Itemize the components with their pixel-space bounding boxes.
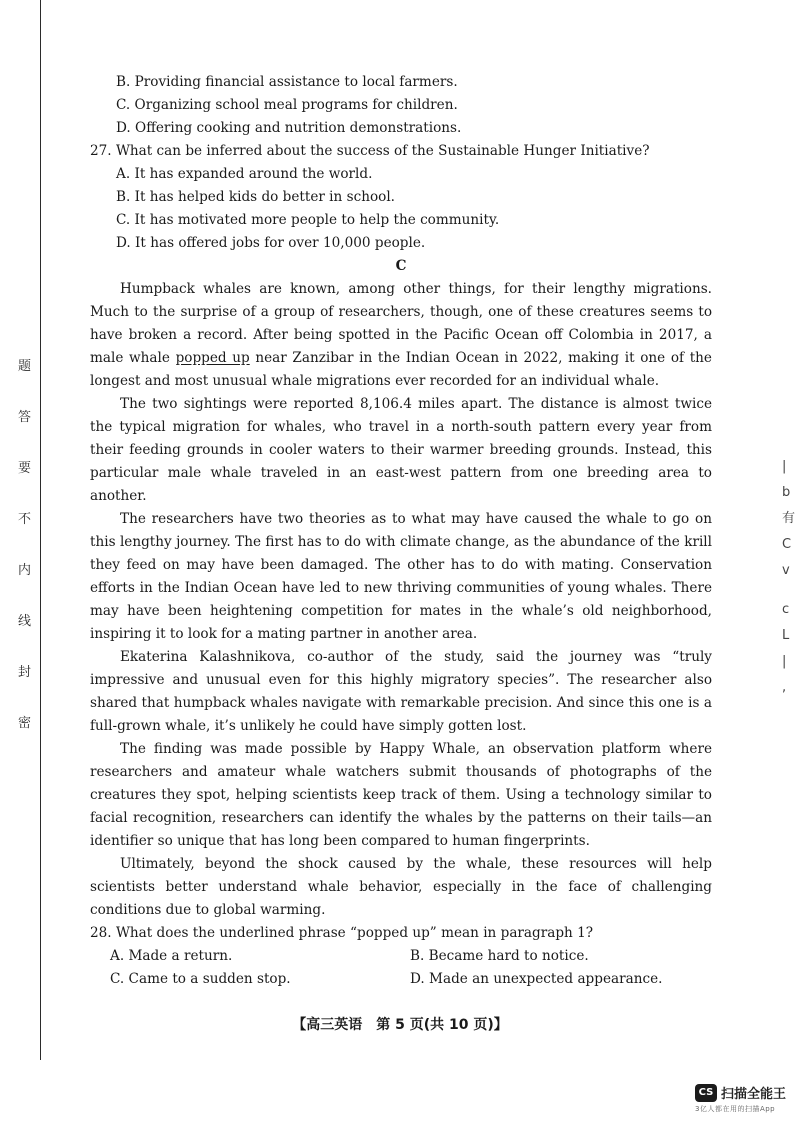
p1-text-before: Humpback whales are known, among other things, for their lengthy migrations. Much to the surprise of a group of researchers, though, one of these creatures seems to have broken a record. After being spotted in the Pacific Ocean off Colombia in 2017, a male whale bbox=[90, 281, 712, 366]
q28-option-a: A. Made a return. bbox=[110, 948, 233, 964]
q28-options-row-2 bbox=[90, 968, 712, 991]
passage-paragraph-6: Ultimately, beyond the shock caused by the whale, these resources will help scientists better understand whale behavior, especially in the face of challenging conditions due to global warming. bbox=[90, 856, 712, 918]
bleed-char: | bbox=[782, 459, 787, 474]
q28-options-row-1 bbox=[90, 945, 712, 968]
margin-char: 要 bbox=[18, 461, 32, 476]
scanner-tagline: 3亿人都在用的扫描App bbox=[694, 1105, 776, 1113]
bleed-char: | bbox=[782, 654, 787, 669]
q27-stem: 27. What can be inferred about the success of the Sustainable Hunger Initiative? bbox=[90, 143, 650, 159]
margin-char: 线 bbox=[18, 614, 32, 629]
section-c-label: C bbox=[395, 258, 407, 274]
page-content bbox=[90, 71, 712, 991]
margin-char: 题 bbox=[18, 359, 32, 374]
margin-char: 不 bbox=[18, 512, 32, 527]
binding-margin-notice bbox=[18, 360, 34, 730]
bleed-char: c bbox=[782, 602, 790, 617]
q28-stem: 28. What does the underlined phrase “popped up” mean in paragraph 1? bbox=[90, 925, 594, 941]
q26-option-b: B. Providing financial assistance to local farmers. bbox=[116, 74, 458, 90]
q26-option-c: C. Organizing school meal programs for children. bbox=[116, 97, 458, 113]
bleed-char: 有 bbox=[782, 511, 796, 526]
passage-paragraph-5: The finding was made possible by Happy Whale, an observation platform where researchers and amateur whale watchers submit thousands of photographs of the creatures they spot, helping scientists keep track of them. Using a technology similar to facial recognition, researchers can identify the whales by the patterns on their tails—an identifier so unique that has long been compared to human fingerprints. bbox=[90, 741, 712, 849]
q27-option-a: A. It has expanded around the world. bbox=[116, 166, 373, 182]
q28-option-b: B. Became hard to notice. bbox=[410, 948, 589, 964]
q27-option-c: C. It has motivated more people to help the community. bbox=[116, 212, 500, 228]
page-footer: 【高三英语 第 5 页(共 10 页)】 bbox=[292, 1017, 508, 1033]
scanner-watermark bbox=[695, 1083, 786, 1114]
underlined-phrase: popped up bbox=[175, 350, 250, 366]
q28-option-c: C. Came to a sudden stop. bbox=[110, 971, 291, 987]
margin-char: 密 bbox=[18, 716, 32, 731]
bleed-char: b bbox=[782, 485, 791, 500]
q27-option-b: B. It has helped kids do better in school. bbox=[116, 189, 395, 205]
bleed-char: C bbox=[782, 537, 792, 552]
binding-line bbox=[40, 0, 41, 1060]
margin-char: 答 bbox=[18, 410, 32, 425]
q26-option-d: D. Offering cooking and nutrition demonstrations. bbox=[116, 120, 462, 136]
passage-paragraph-4: Ekaterina Kalashnikova, co-author of the study, said the journey was “truly impressive and unusual even for this highly migratory species”. The researcher also shared that humpback whales navigate with remarkable precision. And since this one is a full-grown whale, it’s unlikely he could have simply gotten lost. bbox=[90, 649, 712, 734]
margin-char: 内 bbox=[18, 563, 32, 578]
q28-option-d: D. Made an unexpected appearance. bbox=[410, 971, 663, 987]
bleed-char: , bbox=[782, 680, 787, 695]
passage-paragraph-3: The researchers have two theories as to what may have caused the whale to go on this lengthy journey. The first has to do with climate change, as the abundance of the krill they feed on may have been damaged. The other has to do with mating. Conservation efforts in the Indian Ocean have led to new thriving communities of young whales. There may have been heightening competition for mates in the whale’s old neighborhood, inspiring it to look for a mating partner in another area. bbox=[90, 511, 712, 642]
p1-text-after: near Zanzibar in the Indian Ocean in 2022, making it one of the longest and most unusual whale migrations ever recorded for an individual whale. bbox=[90, 350, 712, 389]
bleed-char: v bbox=[782, 563, 790, 578]
camscanner-logo-icon: CS bbox=[695, 1084, 717, 1102]
passage-paragraph-2: The two sightings were reported 8,106.4 miles apart. The distance is almost twice the typical migration for whales, who travel in a north-south pattern every year from their feeding grounds in cooler waters to their warmer breeding grounds. Instead, this particular male whale traveled in an east-west pattern from one breeding area to another. bbox=[90, 396, 712, 504]
passage-paragraph-1 bbox=[90, 278, 712, 393]
scanner-brand: 扫描全能王 bbox=[720, 1087, 786, 1102]
q27-option-d: D. It has offered jobs for over 10,000 people. bbox=[116, 235, 426, 251]
bleed-char: L bbox=[782, 628, 790, 643]
right-edge-bleed bbox=[782, 460, 796, 694]
margin-char: 封 bbox=[18, 665, 32, 680]
